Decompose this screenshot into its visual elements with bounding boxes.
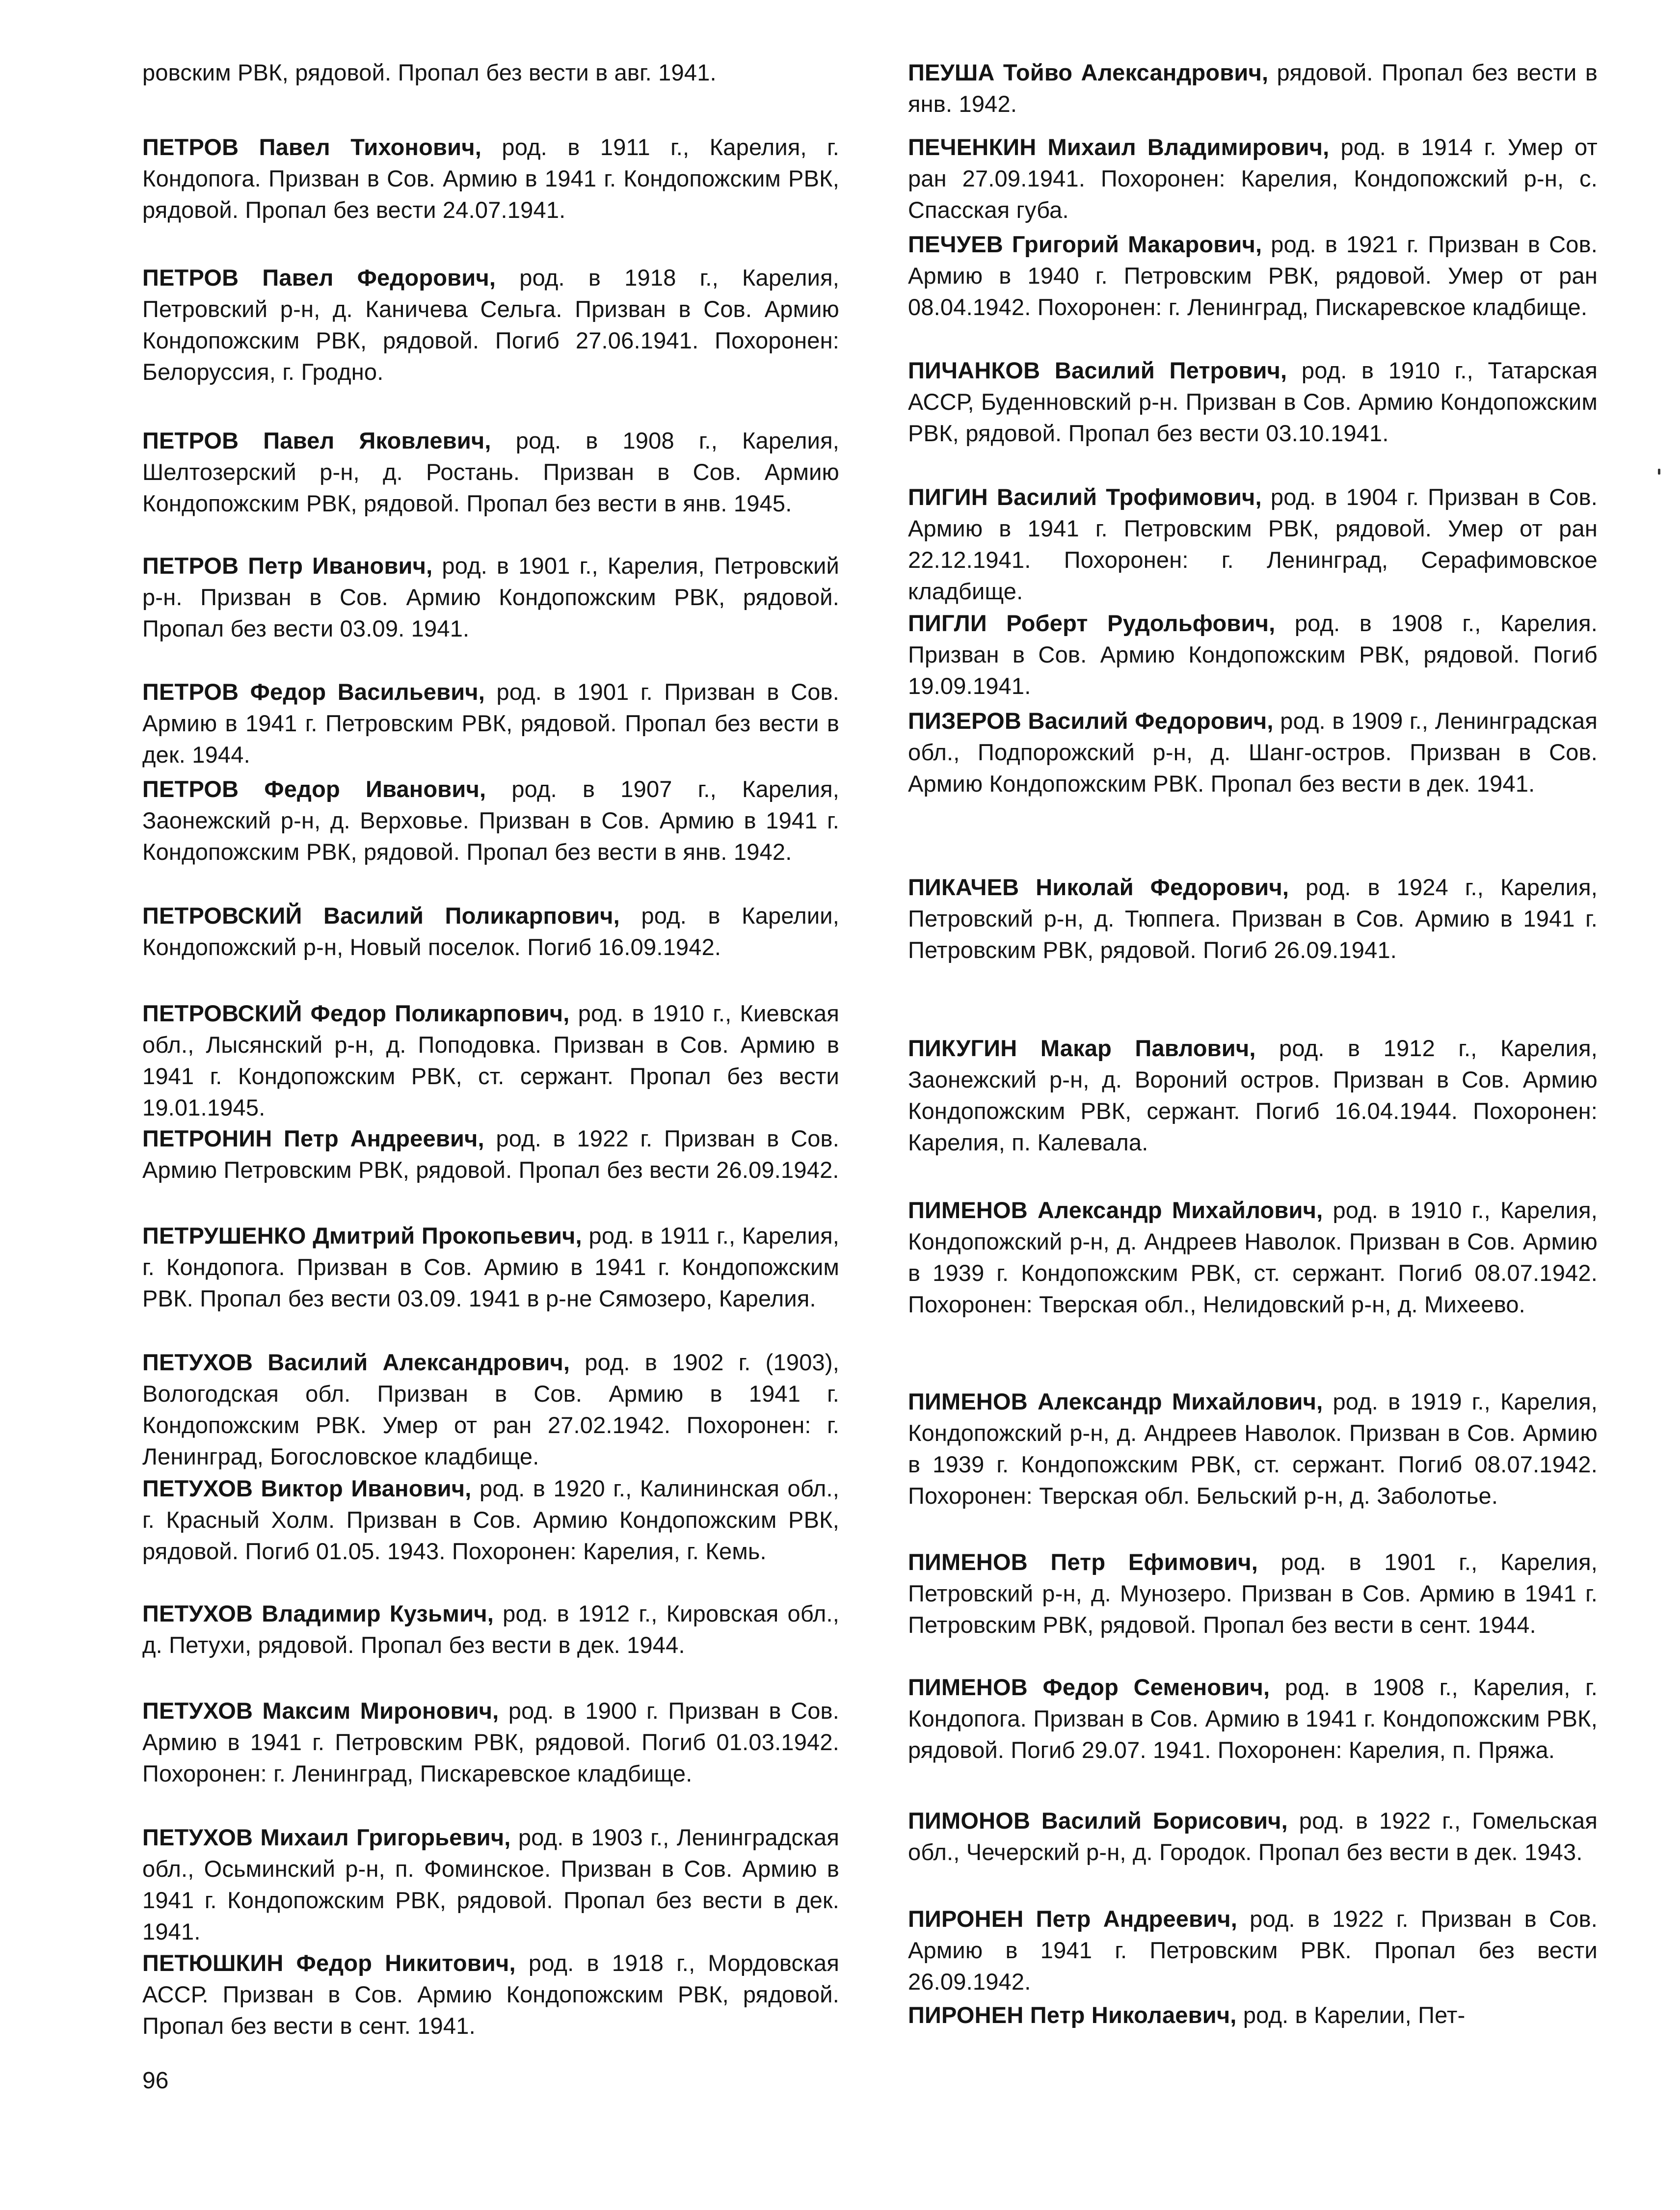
entry-name: ПЕЧЕНКИН Михаил Владимирович, xyxy=(908,134,1330,160)
entry-name: ПИГИН Василий Трофимович, xyxy=(908,484,1262,510)
entry-name: ПЕТРУШЕНКО Дмитрий Прокопьевич, xyxy=(142,1223,582,1249)
entry-name: ПЕУША Тойво Александрович, xyxy=(908,59,1269,85)
list-item xyxy=(908,872,1598,966)
entry-name: ПЕТРОВ Павел Яковлевич, xyxy=(142,427,491,453)
entry-text: род. в Карелии, Пет- xyxy=(1236,2002,1466,2028)
entry-name: ПИМЕНОВ Александр Михайлович, xyxy=(908,1388,1323,1414)
entry-text: род. в 1924 г., Карелия, Петровский р-н, д. Тюппега. Призван в Сов. Армию в 1941 г. Петровским РВК, рядовой. Погиб 26.09.1941. xyxy=(908,874,1598,963)
list-item xyxy=(908,1903,1598,1997)
entry-text: род. в 1921 г. Призван в Сов. Армию в 1940 г. Петровским РВК, рядовой. Умер от ран 08.04.1942. Похоронен: г. Ленинград, Пискаревское кладбище. xyxy=(908,231,1598,320)
list-item xyxy=(142,773,839,868)
entry-text: род. в 1910 г., Карелия, Кондопожский р-н, д. Андреев Наволок. Призван в Сов. Армию в 1939 г. Кондопожским РВК, ст. сержант. Погиб 08.07.1942. Похоронен: Тверская обл., Нелидовский р-н, д. Михеево. xyxy=(908,1197,1598,1317)
list-item xyxy=(142,57,839,88)
entry-name: ПИМЕНОВ Александр Михайлович, xyxy=(908,1197,1323,1223)
list-item xyxy=(908,1546,1598,1641)
list-item xyxy=(908,608,1598,702)
entry-name: ПЕТРОНИН Петр Андреевич, xyxy=(142,1125,484,1151)
entry-text: род. в 1903 г., Ленинградская обл., Осьминский р-н, п. Фоминское. Призван в Сов. Армию в 1941 г. Кондопожским РВК, рядовой. Пропал без вести в дек. 1941. xyxy=(142,1824,840,1944)
entry-name: ПЕТРОВСКИЙ Василий Поликарпович, xyxy=(142,903,620,929)
entry-name: ПИМОНОВ Василий Борисович, xyxy=(908,1808,1288,1834)
entry-text: род. в 1914 г. Умер от ран 27.09.1941. Похоронен: Карелия, Кондопожский р-н, с. Спасская губа. xyxy=(908,134,1598,223)
list-item xyxy=(142,1947,839,2042)
entry-text: род. в 1922 г. Призван в Сов. Армию в 1941 г. Петровским РВК. Пропал без вести 26.09.1942. xyxy=(908,1906,1598,1995)
entry-text: род. в 1920 г., Калининская обл., г. Красный Холм. Призван в Сов. Армию Кондопожским РВК, рядовой. Погиб 01.05. 1943. Похоронен: Карелия, г. Кемь. xyxy=(142,1475,839,1564)
entry-name: ПИЗЕРОВ Василий Федорович, xyxy=(908,708,1274,734)
entry-text: род. в Карелии, Кондопожский р-н, Новый поселок. Погиб 16.09.1942. xyxy=(142,903,840,960)
entry-name: ПЕТУХОВ Михаил Григорьевич, xyxy=(142,1824,511,1850)
entry-text: рядовой. Пропал без вести в янв. 1942. xyxy=(908,59,1598,117)
list-item xyxy=(142,425,839,519)
list-item xyxy=(142,1598,839,1661)
entry-name: ПЕТУХОВ Виктор Иванович, xyxy=(142,1475,472,1501)
entry-text: род. в 1910 г., Татарская АССР, Буденновский р-н. Призван в Сов. Армию Кондопожским РВК, рядовой. Пропал без вести 03.10.1941. xyxy=(908,357,1598,446)
entry-text: род. в 1907 г., Карелия, Заонежский р-н, д. Верховье. Призван в Сов. Армию в 1941 г. Кондопожским РВК, рядовой. Пропал без вести в янв. 1942. xyxy=(142,776,839,865)
entry-text: род. в 1912 г., Кировская обл., д. Петухи, рядовой. Пропал без вести в дек. 1944. xyxy=(142,1600,839,1658)
list-item xyxy=(142,1347,839,1472)
entry-text: род. в 1904 г. Призван в Сов. Армию в 1941 г. Петровским РВК, рядовой. Умер от ран 22.12.1941. Похоронен: г. Ленинград, Серафимовское кладбище. xyxy=(908,484,1598,604)
list-item xyxy=(908,1386,1598,1512)
entry-text: ровским РВК, рядовой. Пропал без вести в авг. 1941. xyxy=(142,59,717,85)
entry-text: род. в 1911 г., Карелия, г. Кондопога. Призван в Сов. Армию в 1941 г. Кондопожским РВК. Пропал без вести 03.09. 1941 в р-не Сямозеро, Карелия. xyxy=(142,1223,839,1311)
entry-name: ПИМЕНОВ Федор Семенович, xyxy=(908,1674,1270,1700)
entry-name: ПЕТРОВСКИЙ Федор Поликарпович, xyxy=(142,1000,570,1026)
list-item xyxy=(142,132,839,226)
list-item xyxy=(908,1033,1598,1158)
list-item xyxy=(908,1805,1598,1868)
list-item xyxy=(142,1822,839,1947)
entry-text: род. в 1918 г., Мордовская АССР. Призван в Сов. Армию Кондопожским РВК, рядовой. Пропал без вести в сент. 1941. xyxy=(142,1950,839,2039)
entry-text: род. в 1900 г. Призван в Сов. Армию в 1941 г. Петровским РВК, рядовой. Погиб 01.03.1942. Похоронен: г. Ленинград, Пискаревское кладбище. xyxy=(142,1698,839,1786)
list-item xyxy=(908,57,1598,120)
list-item xyxy=(908,132,1598,226)
entry-text: род. в 1908 г., Карелия. Призван в Сов. Армию Кондопожским РВК, рядовой. Погиб 19.09.1941. xyxy=(908,610,1598,699)
list-item xyxy=(142,550,839,644)
page-number: 96 xyxy=(142,2068,169,2094)
entry-text: род. в 1922 г. Призван в Сов. Армию Петровским РВК, рядовой. Пропал без вести 26.09.1942. xyxy=(142,1125,839,1183)
list-item xyxy=(142,1220,839,1314)
entry-name: ПЕТУХОВ Василий Александрович, xyxy=(142,1349,570,1375)
list-item xyxy=(142,676,839,771)
scan-speck xyxy=(1658,469,1660,475)
entry-text: род. в 1901 г., Карелия, Петровский р-н, д. Мунозеро. Призван в Сов. Армию в 1941 г. Петровским РВК, рядовой. Пропал без вести в сент. 1944. xyxy=(908,1549,1598,1638)
entry-text: род. в 1908 г., Карелия, Шелтозерский р-н, д. Ростань. Призван в Сов. Армию Кондопожским РВК, рядовой. Пропал без вести в янв. 1945. xyxy=(142,427,839,516)
entry-name: ПИЧАНКОВ Василий Петрович, xyxy=(908,357,1287,383)
entry-text: род. в 1912 г., Карелия, Заонежский р-н, д. Вороний остров. Призван в Сов. Армию Кондопожским РВК, сержант. Погиб 16.04.1944. Похоронен: Карелия, п. Калевала. xyxy=(908,1035,1598,1155)
entry-name: ПИКУГИН Макар Павлович, xyxy=(908,1035,1256,1061)
list-item xyxy=(908,481,1598,607)
entry-text: род. в 1911 г., Карелия, г. Кондопога. Призван в Сов. Армию в 1941 г. Кондопожским РВК, рядовой. Пропал без вести 24.07.1941. xyxy=(142,134,840,223)
entry-name: ПЕТУХОВ Владимир Кузьмич, xyxy=(142,1600,494,1626)
entry-name: ПЕТРОВ Павел Федорович, xyxy=(142,265,496,291)
entry-text: род. в 1901 г. Призван в Сов. Армию в 1941 г. Петровским РВК, рядовой. Пропал без вести в дек. 1944. xyxy=(142,679,839,768)
entry-name: ПИРОНЕН Петр Андреевич, xyxy=(908,1906,1237,1932)
entry-text: род. в 1909 г., Ленинградская обл., Подпорожский р-н, д. Шанг-остров. Призван в Сов. Армию Кондопожским РВК. Пропал без вести в дек. 1941. xyxy=(908,708,1598,797)
list-item xyxy=(908,705,1598,799)
list-item xyxy=(908,1672,1598,1766)
entry-text: род. в 1908 г., Карелия, г. Кондопога. Призван в Сов. Армию в 1941 г. Кондопожским РВК, рядовой. Погиб 29.07. 1941. Похоронен: Карелия, п. Пряжа. xyxy=(908,1674,1598,1763)
entry-name: ПЕТУХОВ Максим Миронович, xyxy=(142,1698,499,1724)
entry-name: ПЕТРОВ Павел Тихонович, xyxy=(142,134,481,160)
entry-text: род. в 1918 г., Карелия, Петровский р-н, д. Каничева Сельга. Призван в Сов. Армию Кондопожским РВК, рядовой. Погиб 27.06.1941. Похоронен: Белоруссия, г. Гродно. xyxy=(142,265,839,385)
entry-text: род. в 1919 г., Карелия, Кондопожский р-н, д. Андреев Наволок. Призван в Сов. Армию в 1939 г. Кондопожским РВК, ст. сержант. Погиб 08.07.1942. Похоронен: Тверская обл. Бельский р-н, д. Заболотье. xyxy=(908,1388,1598,1509)
list-item xyxy=(908,229,1598,323)
entry-name: ПИКАЧЕВ Николай Федорович, xyxy=(908,874,1289,900)
entry-name: ПЕТРОВ Петр Иванович, xyxy=(142,553,433,579)
list-item xyxy=(142,1695,839,1789)
list-item xyxy=(142,1473,839,1567)
entry-text: род. в 1901 г., Карелия, Петровский р-н. Призван в Сов. Армию Кондопожским РВК, рядовой. Пропал без вести 03.09. 1941. xyxy=(142,553,839,641)
entry-text: род. в 1922 г., Гомельская обл., Чечерский р-н, д. Городок. Пропал без вести в дек. 1943. xyxy=(908,1808,1598,1865)
list-item xyxy=(142,998,839,1123)
entry-name: ПИГЛИ Роберт Рудольфович, xyxy=(908,610,1276,636)
entry-name: ПЕЧУЕВ Григорий Макарович, xyxy=(908,231,1262,257)
entry-name: ПЕТРОВ Федор Иванович, xyxy=(142,776,486,802)
entry-name: ПЕТЮШКИН Федор Никитович, xyxy=(142,1950,516,1976)
list-item xyxy=(142,1123,839,1186)
list-item xyxy=(908,1195,1598,1320)
entry-text: род. в 1902 г. (1903), Вологодская обл. Призван в Сов. Армию в 1941 г. Кондопожским РВК. Умер от ран 27.02.1942. Похоронен: г. Ленинград, Богословское кладбище. xyxy=(142,1349,839,1469)
list-item xyxy=(142,262,839,388)
list-item xyxy=(908,1999,1598,2031)
entry-text: род. в 1910 г., Киевская обл., Лысянский р-н, д. Поподовка. Призван в Сов. Армию в 1941 г. Кондопожским РВК, ст. сержант. Пропал без вести 19.01.1945. xyxy=(142,1000,840,1120)
list-item xyxy=(908,355,1598,449)
entry-name: ПЕТРОВ Федор Васильевич, xyxy=(142,679,485,705)
entry-name: ПИРОНЕН Петр Николаевич, xyxy=(908,2002,1237,2028)
entry-name: ПИМЕНОВ Петр Ефимович, xyxy=(908,1549,1258,1575)
list-item xyxy=(142,900,839,963)
